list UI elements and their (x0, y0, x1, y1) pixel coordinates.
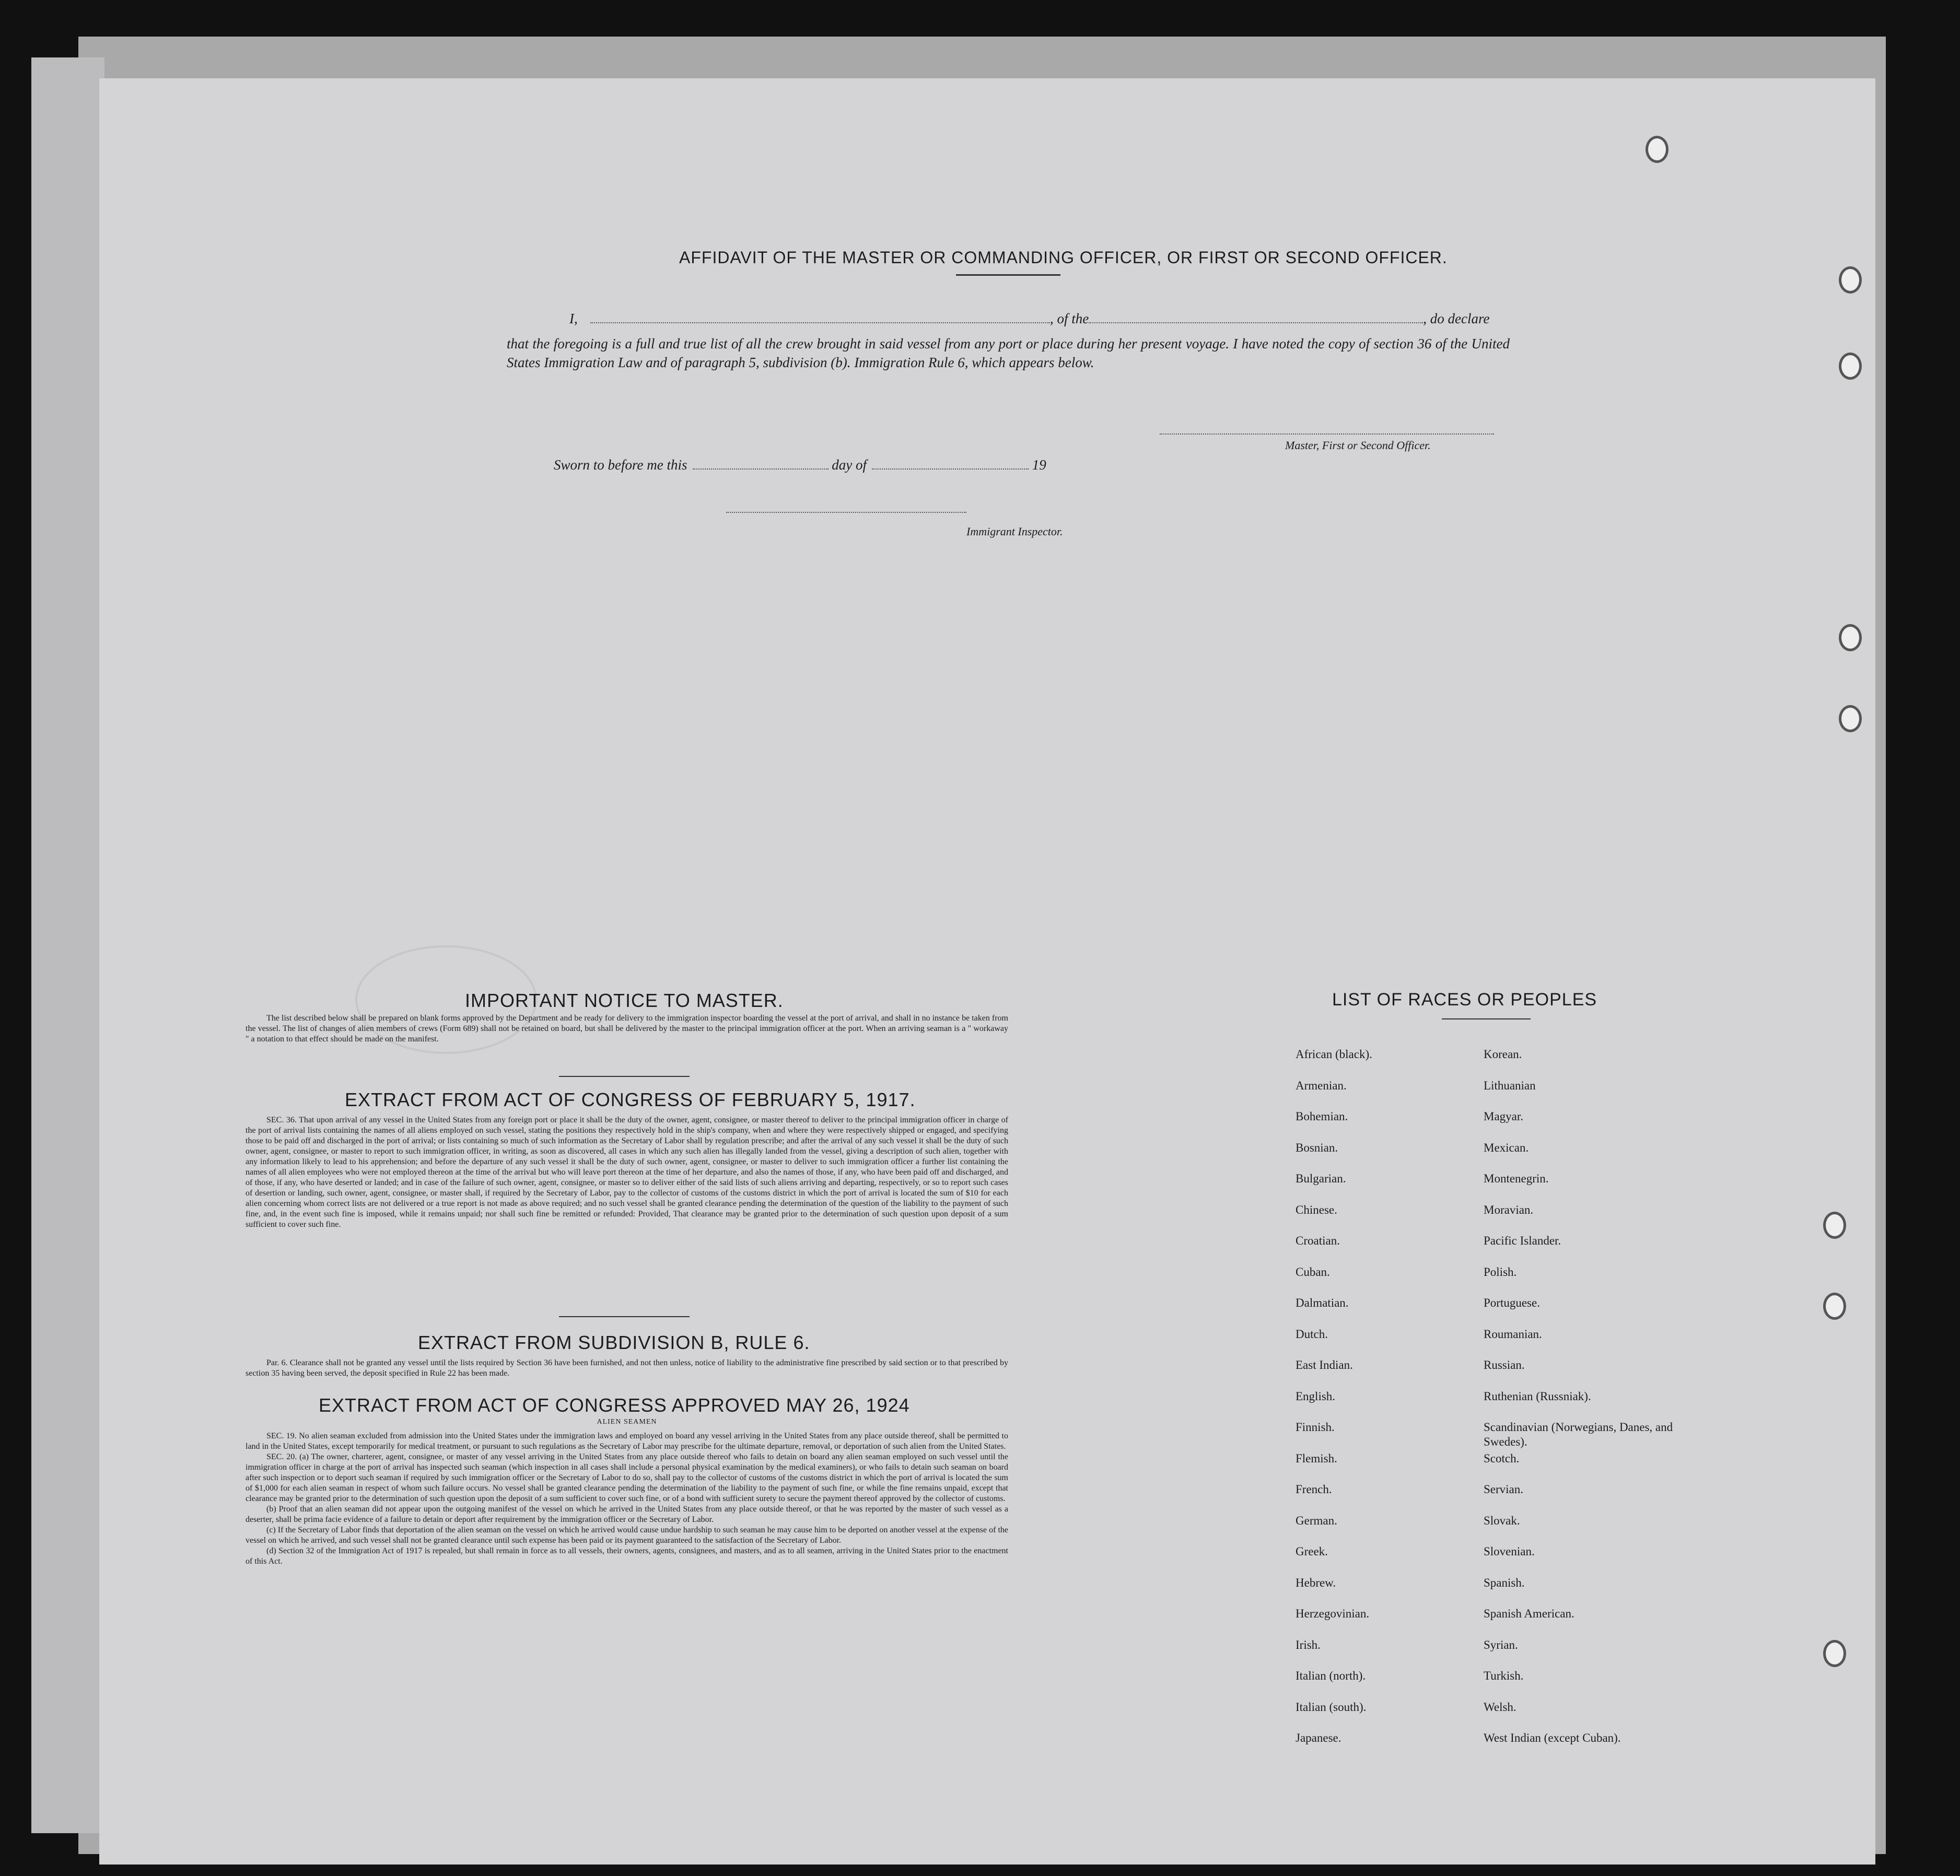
punch-hole-icon (1839, 353, 1862, 380)
race-item: Finnish. (1296, 1421, 1335, 1434)
race-item: Croatian. (1296, 1234, 1340, 1247)
race-item: Irish. (1296, 1638, 1321, 1651)
race-item: Moravian. (1484, 1203, 1534, 1216)
race-item: Polish. (1484, 1265, 1517, 1279)
race-item: French. (1296, 1483, 1332, 1496)
race-item: Turkish. (1484, 1669, 1524, 1682)
race-item: Ruthenian (Russniak). (1484, 1389, 1591, 1403)
race-item: Armenian. (1296, 1078, 1347, 1092)
race-item: African (black). (1296, 1048, 1372, 1061)
name-field[interactable] (590, 322, 1050, 323)
race-item: Russian. (1484, 1358, 1525, 1371)
race-item: Lithuanian (1484, 1078, 1536, 1092)
notice-text: The list described below shall be prepared on blank forms approved by the Department and be ready for delivery to the immigration inspector boarding the vessel at the port of arrival, and shall in no instance be taken from the vessel. The list of changes of alien members of crews (Form 689) shall not be retained on board, but shall be delivered by the master to the principal immigration officer at the port. When an arriving seaman is a " workaway " a notation to that effect should be made on the manifest. (246, 1014, 1008, 1043)
punch-hole-icon (1646, 136, 1669, 163)
extract-1924-body: SEC. 19. No alien seaman excluded from admission into the United States under the immigration laws and employed on board any vessel arriving in the United States from any place outside thereof, shall be permitted to land in the United States, except temporarily for medical treatment, or pursuant to such regulations as the Secretary of Labor may prescribe for the ultimate departure, removal, or deportation of such alien from the United States. SEC. 20. (a) The owner, charterer, agent, consignee, or master of any vessel arriving in the United States from any place outside thereof who fails to detain on board any alien seaman employed on such vessel until the immigration officer in charge at the port of arrival has inspected such seaman (which inspection in all cases shall include a personal physical examination by the medical examiners), or who fails to detain such seaman on board after such inspection or to deport such seaman if required by such immigration officer or the Secretary of Labor to do so, shall pay to the collector of customs of the customs district in which the port of arrival is located the sum of $1,000 for each alien seaman in respect of whom such failure occurs. No vessel shall be granted clearance pending the determination of the liability to the payment of such fine, or while the fine remains unpaid, except that clearance may be granted prior to the determination of such question upon the deposit of a sum sufficient to cover such fine, or of a bond with sufficient surety to secure the payment thereof approved by the collector of customs. (b) Proof that an alien seaman did not appear upon the outgoing manifest of the vessel on which he arrived in the United States from any place outside thereof, or that he was reported by the master of such vessel as a deserter, shall be prima facie evidence of a failure to detain or deport after requirement by the immigration officer or the Secretary of Labor. (c) If the Secretary of Labor finds that deportation of the alien seaman on the vessel on which he arrived would cause undue hardship to such seaman he may cause him to be deported on another vessel at the expense of the vessel on which he arrived, and such vessel shall not be granted clearance until such expense has been paid or its payment guaranteed to the satisfaction of the Secretary of Labor. (d) Section 32 of the Immigration Act of 1917 is repealed, but shall remain in force as to all vessels, their owners, agents, consignees, and masters, and as to all seamen, arriving in the United States prior to the enactment of this Act. (246, 1432, 1008, 1566)
race-item: Mexican. (1484, 1141, 1529, 1154)
punch-hole-icon (1839, 624, 1862, 651)
inspector-signature-line[interactable] (726, 512, 966, 513)
race-item: Korean. (1484, 1048, 1522, 1061)
race-item: East Indian. (1296, 1358, 1353, 1371)
master-signature-line[interactable] (1160, 433, 1494, 435)
divider (559, 1316, 690, 1317)
punch-hole-icon (1823, 1293, 1846, 1320)
punch-hole-icon (1839, 266, 1862, 294)
race-item: Scandinavian (Norwegians, Danes, and Swedes). (1484, 1421, 1673, 1448)
affidavit-line1: I, , of the , do declare (569, 311, 1490, 326)
punch-hole-icon (1839, 705, 1862, 732)
extract-1917-text: SEC. 36. That upon arrival of any vessel in the United States from any foreign port or place it shall be the duty of the owner, agent, consignee, or master thereof to deliver to the principal immigration officer in charge of the port of arrival lists containing the names of all aliens employed on such vessel, stating the positions they respectively hold in the ship's company, when and where they were respectively shipped or engaged, and specifying those to be paid off and discharged in the port of arrival; or lists containing so much of such information as the Secretary of Labor shall by regulation prescribe; and after the arrival of any such vessel it shall be the duty of such owner, agent, consignee, or master to report to such immigration officer, in writing, as soon as discovered, all cases in which any such alien has illegally landed from the vessel, giving a description of such alien, together with any information likely to lead to his apprehension; and before the departure of any such vessel it shall be the duty of such owner, agent, consignee, or master to deliver to such immigration officer a further list containing the names of all alien employees who were not employed thereon at the time of the arrival but who will leave port thereon at the time of her departure, and also the names of those, if any, who have been paid off and discharged, and of those, if any, who have deserted or landed; and in case of the failure of such owner, agent, consignee, or master so to deliver either of the said lists of such aliens arriving and departing, respectively, or so to report such cases of desertion or landing, such owner, agent, consignee, or master shall, if required by the Secretary of Labor, pay to the collector of customs of the customs district in which the port of arrival is located the sum of $10 for each alien concerning whom correct lists are not delivered or a true report is not made as above required; and no such vessel shall be granted clearance pending the determination of the question of the liability to the payment of such fine, and, in the event such fine is imposed, while it remains unpaid; nor shall such fine be remitted or refunded: Provided, That clearance may be granted prior to the determination of such question upon deposit of a sum sufficient to cover such fine. (246, 1116, 1008, 1229)
punch-hole-icon (1823, 1640, 1846, 1667)
title-underline (956, 274, 1060, 276)
sworn-month-field[interactable] (872, 468, 1029, 470)
race-item: Dutch. (1296, 1327, 1328, 1341)
sworn-day-field[interactable] (693, 468, 829, 470)
race-item: Japanese. (1296, 1731, 1341, 1744)
race-item: Welsh. (1484, 1700, 1516, 1714)
race-item: Herzegovinian. (1296, 1607, 1370, 1620)
race-item: Roumanian. (1484, 1327, 1542, 1341)
race-item: Spanish American. (1484, 1607, 1574, 1620)
race-item: Syrian. (1484, 1638, 1518, 1651)
race-item: German. (1296, 1514, 1337, 1527)
extract-1917-title: EXTRACT FROM ACT OF CONGRESS OF FEBRUARY 5, 1917. (345, 1089, 916, 1110)
affidavit-body: that the foregoing is a full and true list of all the crew brought in said vessel from any port or place during her present voyage. I have noted the copy of section 36 of the United States Immigration Law and of paragraph 5, subdivision (b). Immigration Rule 6, which appears below. (507, 336, 1510, 370)
affidavit-title: AFFIDAVIT OF THE MASTER OR COMMANDING OFFICER, OR FIRST OR SECOND OFFICER. (679, 248, 1448, 267)
race-item: Italian (north). (1296, 1669, 1366, 1682)
race-item: Italian (south). (1296, 1700, 1367, 1714)
race-item: Slovenian. (1484, 1545, 1535, 1558)
races-left-column (1296, 1047, 1504, 1762)
race-item: Servian. (1484, 1483, 1524, 1496)
left-page-edge (31, 57, 104, 1833)
race-item: Slovak. (1484, 1514, 1520, 1527)
race-item: Cuban. (1296, 1265, 1330, 1279)
race-item: Flemish. (1296, 1451, 1337, 1465)
extract-rule6-text: Par. 6. Clearance shall not be granted any vessel until the lists required by Section 36 have been furnished, and not then unless, notice of liability to the administrative fine prescribed by said section or to that prescribed by section 35 having been served, the deposit specified in Rule 22 has been made. (246, 1358, 1008, 1378)
race-item: English. (1296, 1389, 1336, 1403)
race-item: Pacific Islander. (1484, 1234, 1561, 1247)
race-item: Scotch. (1484, 1451, 1520, 1465)
race-item: West Indian (except Cuban). (1484, 1731, 1621, 1744)
races-right-column (1484, 1047, 1703, 1762)
race-item: Bohemian. (1296, 1110, 1348, 1123)
race-item: Hebrew. (1296, 1576, 1336, 1589)
races-title: LIST OF RACES OR PEOPLES (1332, 990, 1597, 1010)
race-item: Dalmatian. (1296, 1296, 1349, 1309)
divider (1442, 1018, 1531, 1019)
extract-1924-title: EXTRACT FROM ACT OF CONGRESS APPROVED MAY 26, 1924 (319, 1394, 910, 1416)
race-item: Montenegrin. (1484, 1172, 1549, 1185)
race-item: Magyar. (1484, 1110, 1524, 1123)
race-item: Bosnian. (1296, 1141, 1338, 1154)
race-item: Portuguese. (1484, 1296, 1540, 1309)
race-item: Spanish. (1484, 1576, 1525, 1589)
document-page (99, 78, 1875, 1865)
divider (559, 1076, 690, 1077)
sworn-line: Sworn to before me this day of 19 (554, 457, 1046, 473)
vessel-field[interactable] (1089, 322, 1423, 323)
race-item: Greek. (1296, 1545, 1328, 1558)
master-label: Master, First or Second Officer. (1285, 439, 1431, 452)
extract-rule6-title: EXTRACT FROM SUBDIVISION B, RULE 6. (418, 1332, 810, 1353)
notice-title: IMPORTANT NOTICE TO MASTER. (465, 990, 784, 1011)
extract-1924-subtitle: ALIEN SEAMEN (597, 1418, 657, 1426)
race-item: Bulgarian. (1296, 1172, 1346, 1185)
inspector-label: Immigrant Inspector. (966, 525, 1063, 538)
race-item: Chinese. (1296, 1203, 1337, 1216)
punch-hole-icon (1823, 1212, 1846, 1239)
